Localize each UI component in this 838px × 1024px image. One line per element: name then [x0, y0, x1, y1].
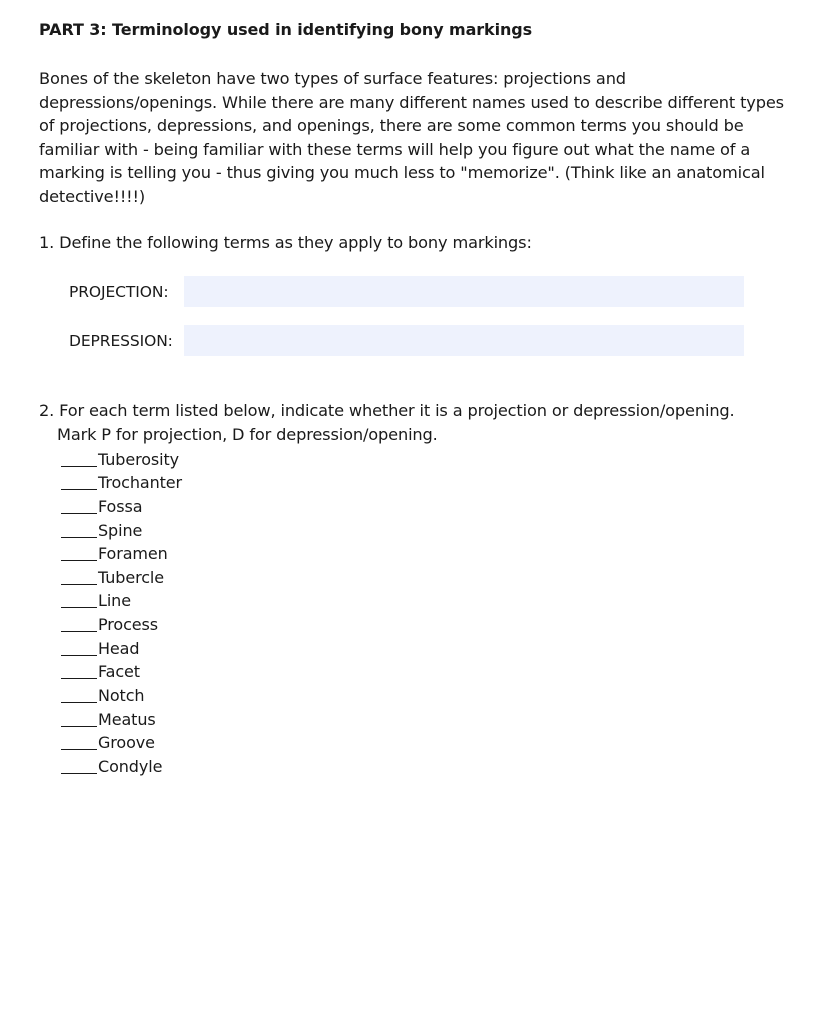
term-item: [61, 753, 182, 777]
term-label: Tuberosity: [98, 449, 180, 469]
term-item: [61, 493, 182, 517]
term-item: [61, 564, 182, 588]
term-label: Meatus: [98, 709, 156, 729]
term-item: [61, 517, 182, 541]
question-2-prompt: [39, 399, 735, 446]
answer-blank[interactable]: [61, 613, 97, 632]
term-item: [61, 730, 182, 754]
term-label: Line: [98, 591, 131, 611]
part-title: PART 3: Terminology used in identifying bony markings: [39, 20, 533, 39]
answer-blank[interactable]: [61, 471, 97, 490]
answer-blank[interactable]: [61, 589, 97, 608]
term-label: Facet: [98, 662, 140, 682]
term-label: Tubercle: [98, 567, 164, 587]
projection-input[interactable]: [184, 276, 744, 307]
term-label: Notch: [98, 686, 145, 706]
question-2-line-1: 2. For each term listed below, indicate whether it is a projection or depression/opening.: [39, 401, 735, 420]
answer-blank[interactable]: [61, 519, 97, 538]
answer-blank[interactable]: [61, 731, 97, 750]
answer-blank[interactable]: [61, 448, 97, 467]
term-label: Spine: [98, 520, 143, 540]
depression-field-row: [69, 325, 744, 356]
term-item: [61, 659, 182, 683]
term-label: Fossa: [98, 496, 143, 516]
term-label: Groove: [98, 733, 155, 753]
term-label: Head: [98, 638, 140, 658]
term-item: [61, 588, 182, 612]
term-item: [61, 706, 182, 730]
answer-blank[interactable]: [61, 566, 97, 585]
answer-blank[interactable]: [61, 495, 97, 514]
projection-field-row: [69, 276, 744, 307]
term-item: [61, 635, 182, 659]
term-label: Trochanter: [98, 473, 183, 493]
projection-label: PROJECTION:: [69, 282, 169, 301]
term-label: Condyle: [98, 756, 163, 776]
answer-blank[interactable]: [61, 755, 97, 774]
term-label: Process: [98, 615, 158, 635]
answer-blank[interactable]: [61, 542, 97, 561]
term-item: [61, 682, 182, 706]
intro-paragraph: [39, 67, 789, 209]
answer-blank[interactable]: [61, 660, 97, 679]
term-item: [61, 611, 182, 635]
term-item: [61, 541, 182, 565]
term-item: [61, 470, 182, 494]
answer-blank[interactable]: [61, 708, 97, 727]
term-item: [61, 446, 182, 470]
answer-blank[interactable]: [61, 684, 97, 703]
question-2-line-2: Mark P for projection, D for depression/opening.: [57, 424, 438, 444]
depression-input[interactable]: [184, 325, 744, 356]
term-label: Foramen: [98, 544, 168, 564]
answer-blank[interactable]: [61, 637, 97, 656]
intro-text: Bones of the skeleton have two types of surface features: projections and depressions/openings. While there are many different names used to describe different types of projections, depressions, and openings, there are some common terms you should be familiar with - being familiar with these terms will help you figure out what the name of a marking is telling you - thus giving you much less to "memorize". (Think like an anatomical detective!!!!): [39, 69, 784, 206]
depression-label: DEPRESSION:: [69, 331, 173, 350]
term-list: [61, 446, 182, 777]
question-1-prompt: 1. Define the following terms as they apply to bony markings:: [39, 233, 532, 252]
